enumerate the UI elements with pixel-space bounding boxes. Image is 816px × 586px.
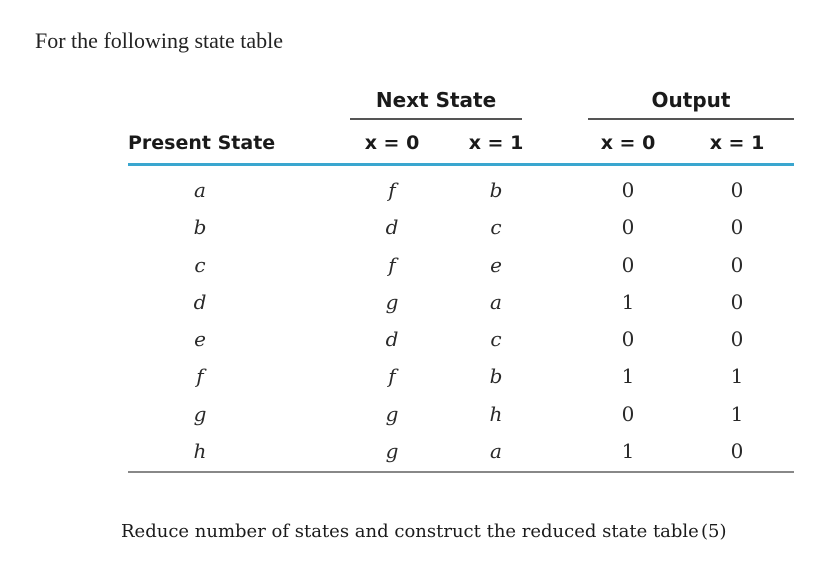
next-state-x0-cell: g	[385, 401, 399, 426]
table-row	[0, 433, 816, 470]
table-row	[0, 172, 816, 209]
next-state-x1-cell: b	[489, 178, 503, 202]
table-row	[0, 209, 816, 246]
next-state-x1-cell: a	[490, 289, 502, 314]
next-state-x0-cell: f	[388, 178, 396, 202]
table-bottom-rule	[128, 471, 794, 473]
next-state-x1-cell: c	[490, 215, 502, 240]
table-row	[0, 284, 816, 321]
state-table-body	[0, 172, 816, 470]
table-row	[0, 321, 816, 358]
output-x0-cell: 0	[621, 252, 635, 277]
next-state-x0-cell: f	[388, 364, 396, 389]
output-x0-cell: 0	[621, 327, 635, 352]
next-state-x1-cell: c	[490, 327, 502, 352]
output-x1-cell: 0	[730, 289, 744, 314]
output-x0-cell: 1	[621, 364, 635, 389]
output-x0-cell: 0	[621, 178, 635, 202]
next-state-x0-cell: g	[385, 289, 399, 314]
present-state-cell: g	[193, 401, 207, 426]
present-state-cell: e	[194, 327, 206, 352]
output-x0-cell: 1	[621, 439, 635, 464]
present-state-cell: b	[193, 215, 207, 240]
output-x1-cell: 0	[730, 178, 744, 202]
table-row	[0, 247, 816, 284]
next-state-x0-cell: f	[388, 252, 396, 277]
output-x0-header: x = 0	[600, 132, 656, 154]
output-x1-cell: 1	[730, 401, 744, 426]
table-row	[0, 358, 816, 395]
output-x0-cell: 1	[621, 289, 635, 314]
task-instruction: Reduce number of states and construct the reduced state table	[121, 521, 699, 542]
present-state-cell: c	[194, 252, 206, 277]
next-state-x1-cell: e	[490, 252, 502, 277]
output-x1-header: x = 1	[709, 132, 765, 154]
intro-text: For the following state table	[35, 28, 284, 53]
next-state-group-rule	[350, 118, 522, 120]
output-x1-cell: 1	[730, 364, 744, 389]
next-state-x0-header: x = 0	[364, 132, 420, 154]
marks-label: (5)	[701, 521, 727, 542]
next-state-x0-cell: g	[385, 439, 399, 464]
table-row	[0, 396, 816, 433]
present-state-header: Present State	[128, 132, 276, 154]
output-x1-cell: 0	[730, 439, 744, 464]
output-group-header: Output	[651, 88, 731, 112]
present-state-cell: h	[193, 439, 207, 464]
present-state-cell: d	[193, 289, 207, 314]
next-state-x1-cell: h	[489, 401, 503, 426]
next-state-x1-header: x = 1	[468, 132, 524, 154]
next-state-x1-cell: a	[490, 439, 502, 464]
next-state-x0-cell: d	[385, 327, 399, 352]
next-state-group-header: Next State	[375, 88, 497, 112]
output-x1-cell: 0	[730, 252, 744, 277]
output-x1-cell: 0	[730, 215, 744, 240]
output-x0-cell: 0	[621, 401, 635, 426]
present-state-cell: a	[194, 178, 206, 202]
output-group-rule	[588, 118, 794, 120]
present-state-cell: f	[196, 364, 204, 389]
next-state-x0-cell: d	[385, 215, 399, 240]
next-state-x1-cell: b	[489, 364, 503, 389]
header-rule	[128, 163, 794, 166]
output-x1-cell: 0	[730, 327, 744, 352]
output-x0-cell: 0	[621, 215, 635, 240]
